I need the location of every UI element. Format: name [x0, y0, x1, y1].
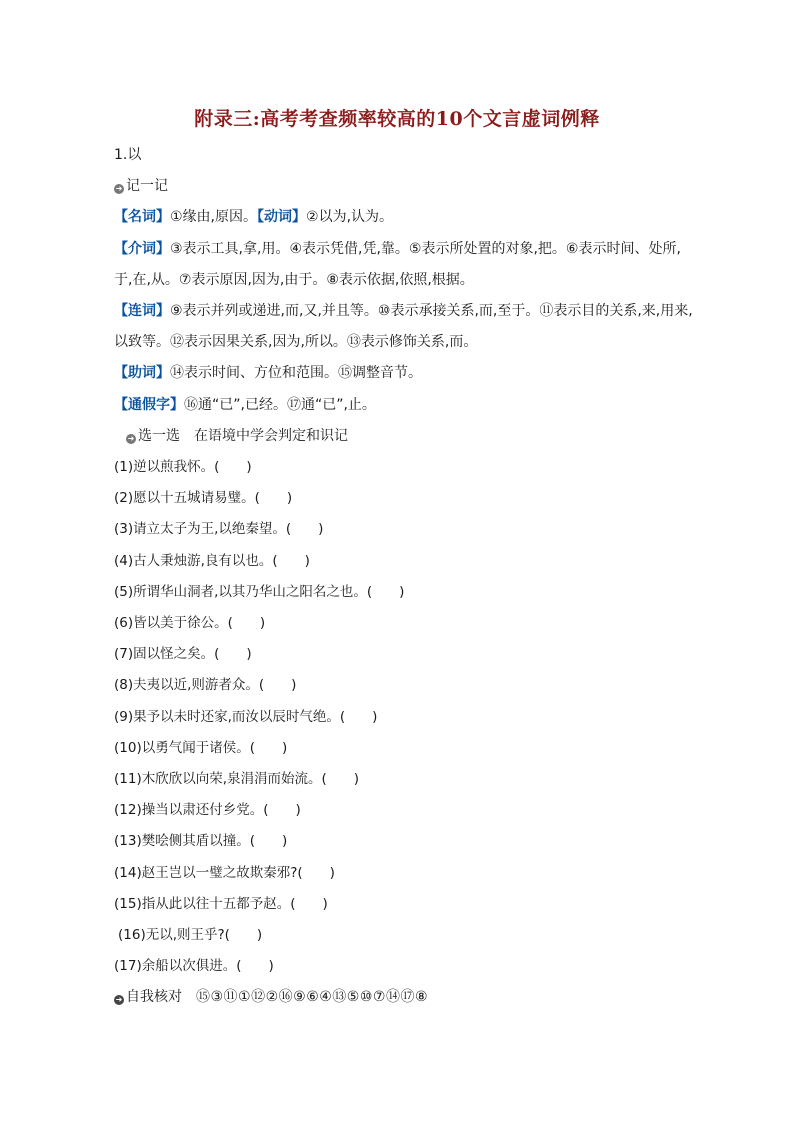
- tag-loan-character: 【通假字】: [114, 396, 184, 413]
- tag-noun: 【名词】: [114, 209, 170, 226]
- question-item: (9)果予以未时还家,而汝以辰时气绝。( ): [114, 708, 378, 725]
- question-item: (1)逆以煎我怀。( ): [114, 459, 252, 476]
- tag-particle: 【助词】: [114, 365, 170, 382]
- question-item: (10)以勇气闻于诸侯。( ): [114, 739, 288, 756]
- content-area: [114, 140, 694, 1014]
- tag-conjunction: 【连词】: [114, 303, 170, 320]
- choose-label: 选一选 在语境中学会判定和识记: [138, 427, 348, 444]
- question-item: (5)所谓华山洞者,以其乃华山之阳名之也。( ): [114, 583, 405, 600]
- page-title: 附录三:高考考查频率较高的10个文言虚词例释: [194, 108, 600, 130]
- memorize-label: 记一记: [126, 178, 168, 195]
- question-item: (16)无以,则王乎?( ): [118, 927, 263, 944]
- question-item: (8)夫夷以近,则游者众。( ): [114, 677, 297, 694]
- question-item: (7)固以怪之矣。( ): [114, 646, 252, 663]
- tag-verb: 【动词】: [257, 209, 307, 226]
- question-item: (17)余船以次俱进。( ): [114, 958, 274, 975]
- answer-sequence: ⑮③⑪①⑫②⑯⑨⑥④⑬⑤⑩⑦⑭⑰⑧: [196, 989, 429, 1006]
- question-item: (15)指从此以往十五都予赵。( ): [114, 895, 328, 912]
- def-conjunction: ⑨表示并列或递进,而,又,并且等。⑩表示承接关系,而,至于。⑪表示目的关系,来,用来,以致等。⑫表示因果关系,因为,所以。⑬表示修饰关系,而。: [114, 303, 693, 351]
- question-item: (6)皆以美于徐公。( ): [114, 615, 266, 632]
- memorize-line-loan-character: [114, 390, 694, 421]
- question-item: (3)请立太子为王,以绝秦望。( ): [114, 521, 324, 538]
- section-number: 1.以: [114, 147, 142, 163]
- arrow-bullet-icon: ➜: [115, 184, 123, 194]
- self-check-label: 自我核对: [126, 989, 182, 1006]
- arrow-bullet-icon: ➜: [127, 433, 135, 443]
- self-check-row: [114, 982, 694, 1013]
- def-verb: ②以为,认为。: [306, 209, 394, 226]
- question-list: [114, 452, 694, 982]
- def-particle: ⑭表示时间、方位和范围。⑮调整音节。: [170, 365, 422, 382]
- memorize-line-conjunction: [114, 296, 694, 358]
- arrow-bullet-icon: ➜: [115, 995, 123, 1005]
- question-item: (11)木欣欣以向荣,泉涓涓而始流。( ): [114, 771, 360, 788]
- question-item: (14)赵王岂以一璧之故欺秦邪?( ): [114, 864, 335, 881]
- question-item: (2)愿以十五城请易璧。( ): [114, 490, 293, 507]
- question-item: (13)樊哙侧其盾以撞。( ): [114, 833, 288, 850]
- question-item: (4)古人秉烛游,良有以也。( ): [114, 552, 310, 569]
- def-loan-character: ⑯通“已”,已经。⑰通“已”,止。: [184, 396, 376, 413]
- memorize-line-noun-verb: [114, 202, 694, 233]
- question-item: (12)操当以肃还付乡党。( ): [114, 802, 301, 819]
- tag-preposition: 【介词】: [114, 240, 170, 257]
- def-noun: ①缘由,原因。: [170, 209, 258, 226]
- memorize-line-particle: [114, 358, 694, 389]
- choose-header: [114, 421, 694, 452]
- memorize-header: [114, 171, 694, 202]
- memorize-line-preposition: [114, 234, 694, 296]
- def-preposition: ③表示工具,拿,用。④表示凭借,凭,靠。⑤表示所处置的对象,把。⑥表示时间、处所,于,在,从。⑦表示原因,因为,由于。⑧表示依据,依照,根据。: [114, 240, 681, 288]
